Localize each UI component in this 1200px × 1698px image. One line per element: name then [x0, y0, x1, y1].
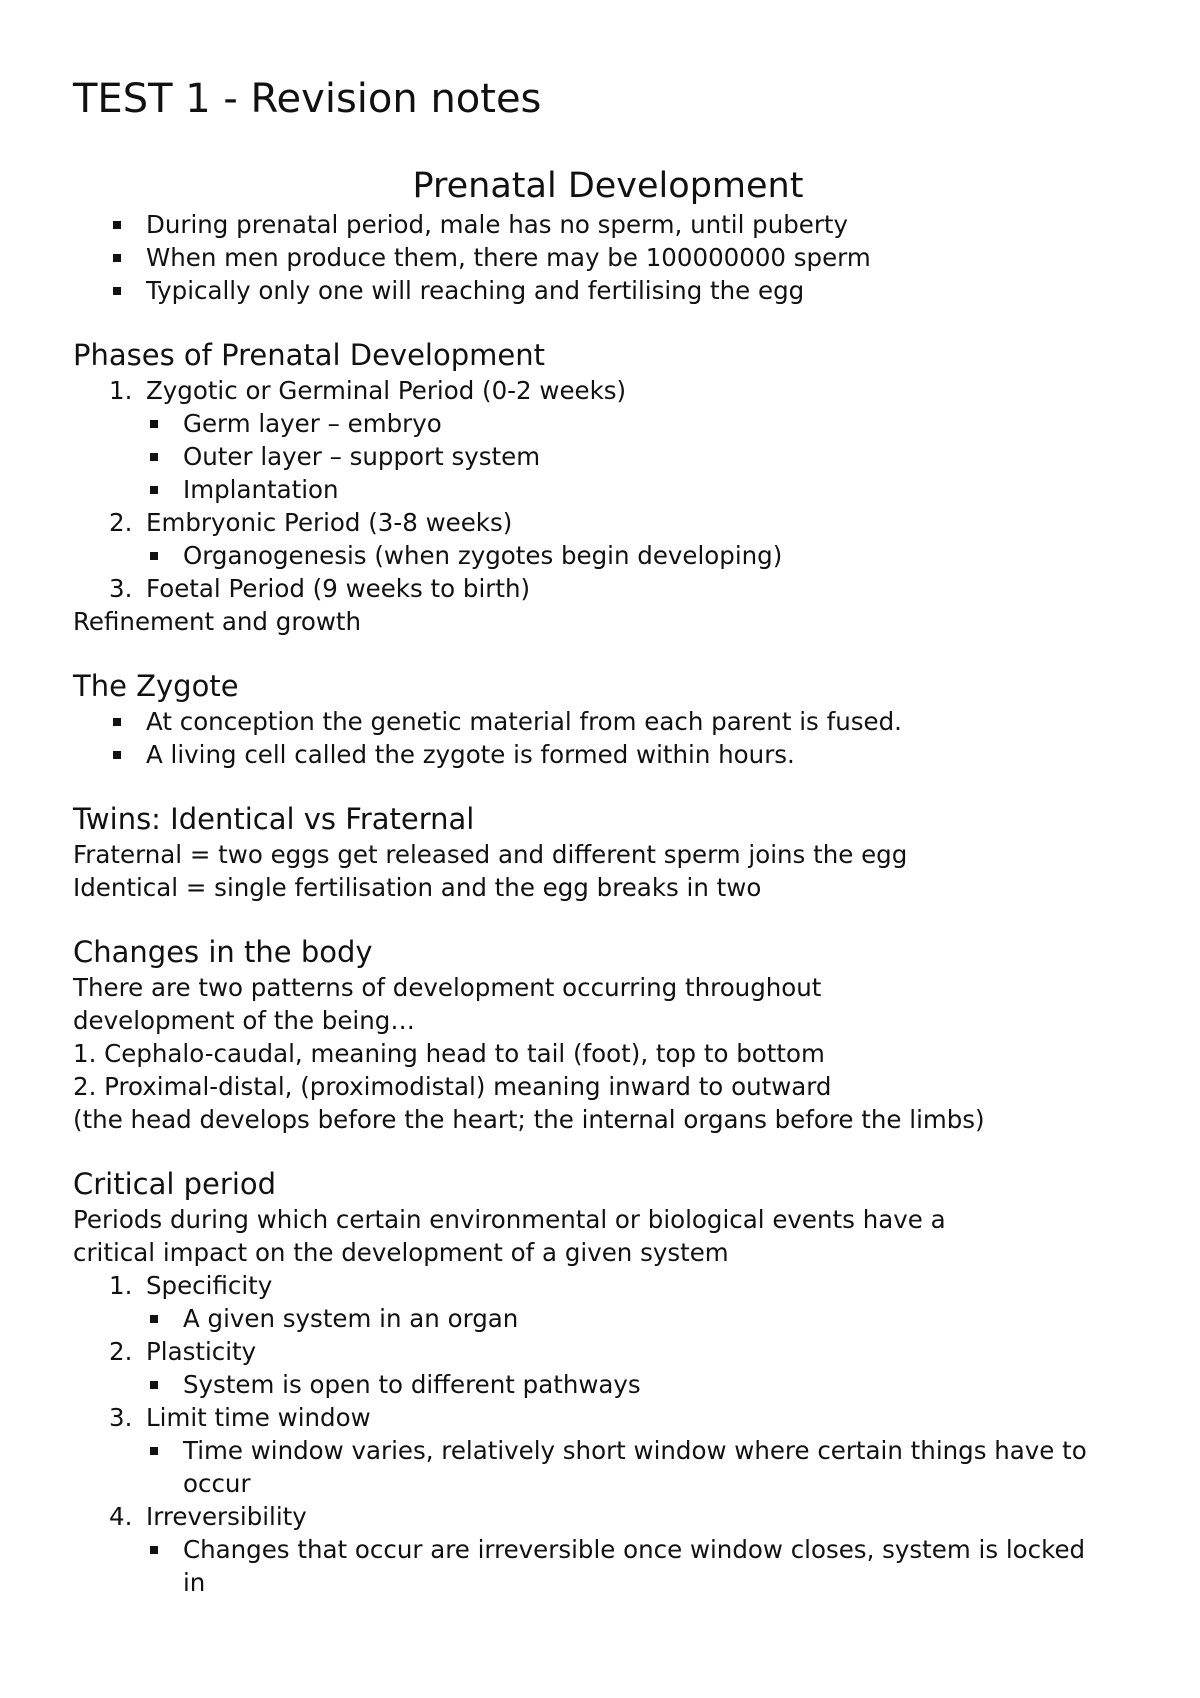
numbered-item: [73, 506, 1143, 539]
bullet-text: Implantation: [183, 475, 339, 504]
body-text: Identical = single fertilisation and the egg breaks in two: [73, 873, 762, 902]
body-text: (the head develops before the heart; the internal organs before the limbs): [73, 1105, 985, 1134]
bullet-item: [73, 1302, 1143, 1335]
bullet-text: System is open to different pathways: [183, 1370, 641, 1399]
document-page: [73, 70, 1143, 1599]
square-bullet-icon: [150, 486, 158, 494]
item-label: Foetal Period (9 weeks to birth): [146, 574, 531, 603]
bullet-item: [73, 1434, 1103, 1500]
body-text: Periods during which certain environmental or biological events have a: [73, 1205, 946, 1234]
section-zygote: [73, 668, 1143, 771]
section-body-changes: [73, 934, 1143, 1136]
section-heading: Critical period: [73, 1167, 277, 1201]
body-text: Refinement and growth: [73, 607, 362, 636]
bullet-item: [73, 440, 1143, 473]
bullet-item: [73, 1533, 1103, 1599]
bullet-text: During prenatal period, male has no sperm, until puberty: [146, 210, 849, 239]
bullet-item: [73, 705, 1143, 738]
body-text: development of the being…: [73, 1006, 415, 1035]
numbered-item: [73, 374, 1143, 407]
item-label: Plasticity: [146, 1337, 257, 1366]
section-heading: Changes in the body: [73, 935, 373, 969]
item-number: 2.: [109, 508, 133, 537]
section-critical-period: [73, 1166, 1143, 1599]
square-bullet-icon: [150, 453, 158, 461]
section-heading: The Zygote: [73, 669, 239, 703]
body-text: There are two patterns of development occurring throughout: [73, 973, 822, 1002]
item-number: 3.: [109, 1403, 133, 1432]
square-bullet-icon: [150, 420, 158, 428]
bullet-item: [73, 1368, 1143, 1401]
bullet-item: [73, 738, 1143, 771]
bullet-text: When men produce them, there may be 100000000 sperm: [146, 243, 871, 272]
item-label: Embryonic Period (3-8 weeks): [146, 508, 513, 537]
square-bullet-icon: [113, 718, 121, 726]
body-text: critical impact on the development of a given system: [73, 1238, 729, 1267]
bullet-text: At conception the genetic material from each parent is fused.: [146, 707, 902, 736]
bullet-text: Time window varies, relatively short window where certain things have to occur: [183, 1436, 1087, 1498]
bullet-item: [73, 473, 1143, 506]
bullet-text: Germ layer – embryo: [183, 409, 442, 438]
section-heading: Phases of Prenatal Development: [73, 338, 545, 372]
bullet-text: Organogenesis (when zygotes begin developing): [183, 541, 783, 570]
bullet-text: A given system in an organ: [183, 1304, 519, 1333]
body-text: Fraternal = two eggs get released and different sperm joins the egg: [73, 840, 908, 869]
square-bullet-icon: [113, 287, 121, 295]
section-twins: [73, 801, 1143, 904]
square-bullet-icon: [150, 1546, 158, 1554]
item-number: 4.: [109, 1502, 133, 1531]
bullet-item: [73, 274, 1143, 307]
item-label: Irreversibility: [146, 1502, 307, 1531]
body-text: 1. Cephalo-caudal, meaning head to tail (foot), top to bottom: [73, 1039, 825, 1068]
body-text: 2. Proximal-distal, (proximodistal) meaning inward to outward: [73, 1072, 832, 1101]
bullet-item: [73, 241, 1143, 274]
item-number: 1.: [109, 376, 133, 405]
item-number: 2.: [109, 1337, 133, 1366]
bullet-text: Outer layer – support system: [183, 442, 541, 471]
bullet-item: [73, 407, 1143, 440]
section-phases: [73, 337, 1143, 638]
square-bullet-icon: [113, 254, 121, 262]
numbered-item: [73, 572, 1143, 605]
bullet-text: A living cell called the zygote is formed within hours.: [146, 740, 795, 769]
item-label: Zygotic or Germinal Period (0-2 weeks): [146, 376, 627, 405]
section-prenatal-development: [73, 164, 1143, 307]
numbered-item: [73, 1401, 1143, 1434]
bullet-item: [73, 208, 1143, 241]
item-number: 3.: [109, 574, 133, 603]
square-bullet-icon: [150, 552, 158, 560]
square-bullet-icon: [113, 751, 121, 759]
square-bullet-icon: [150, 1381, 158, 1389]
bullet-text: Typically only one will reaching and fertilising the egg: [146, 276, 805, 305]
square-bullet-icon: [113, 221, 121, 229]
item-number: 1.: [109, 1271, 133, 1300]
item-label: Specificity: [146, 1271, 273, 1300]
bullet-item: [73, 539, 1143, 572]
numbered-item: [73, 1335, 1143, 1368]
document-title: TEST 1 - Revision notes: [73, 76, 542, 122]
numbered-item: [73, 1500, 1143, 1533]
numbered-item: [73, 1269, 1143, 1302]
square-bullet-icon: [150, 1315, 158, 1323]
section-heading: Prenatal Development: [412, 166, 804, 206]
section-heading: Twins: Identical vs Fraternal: [73, 802, 475, 836]
item-label: Limit time window: [146, 1403, 371, 1432]
square-bullet-icon: [150, 1447, 158, 1455]
bullet-text: Changes that occur are irreversible once window closes, system is locked in: [183, 1535, 1086, 1597]
